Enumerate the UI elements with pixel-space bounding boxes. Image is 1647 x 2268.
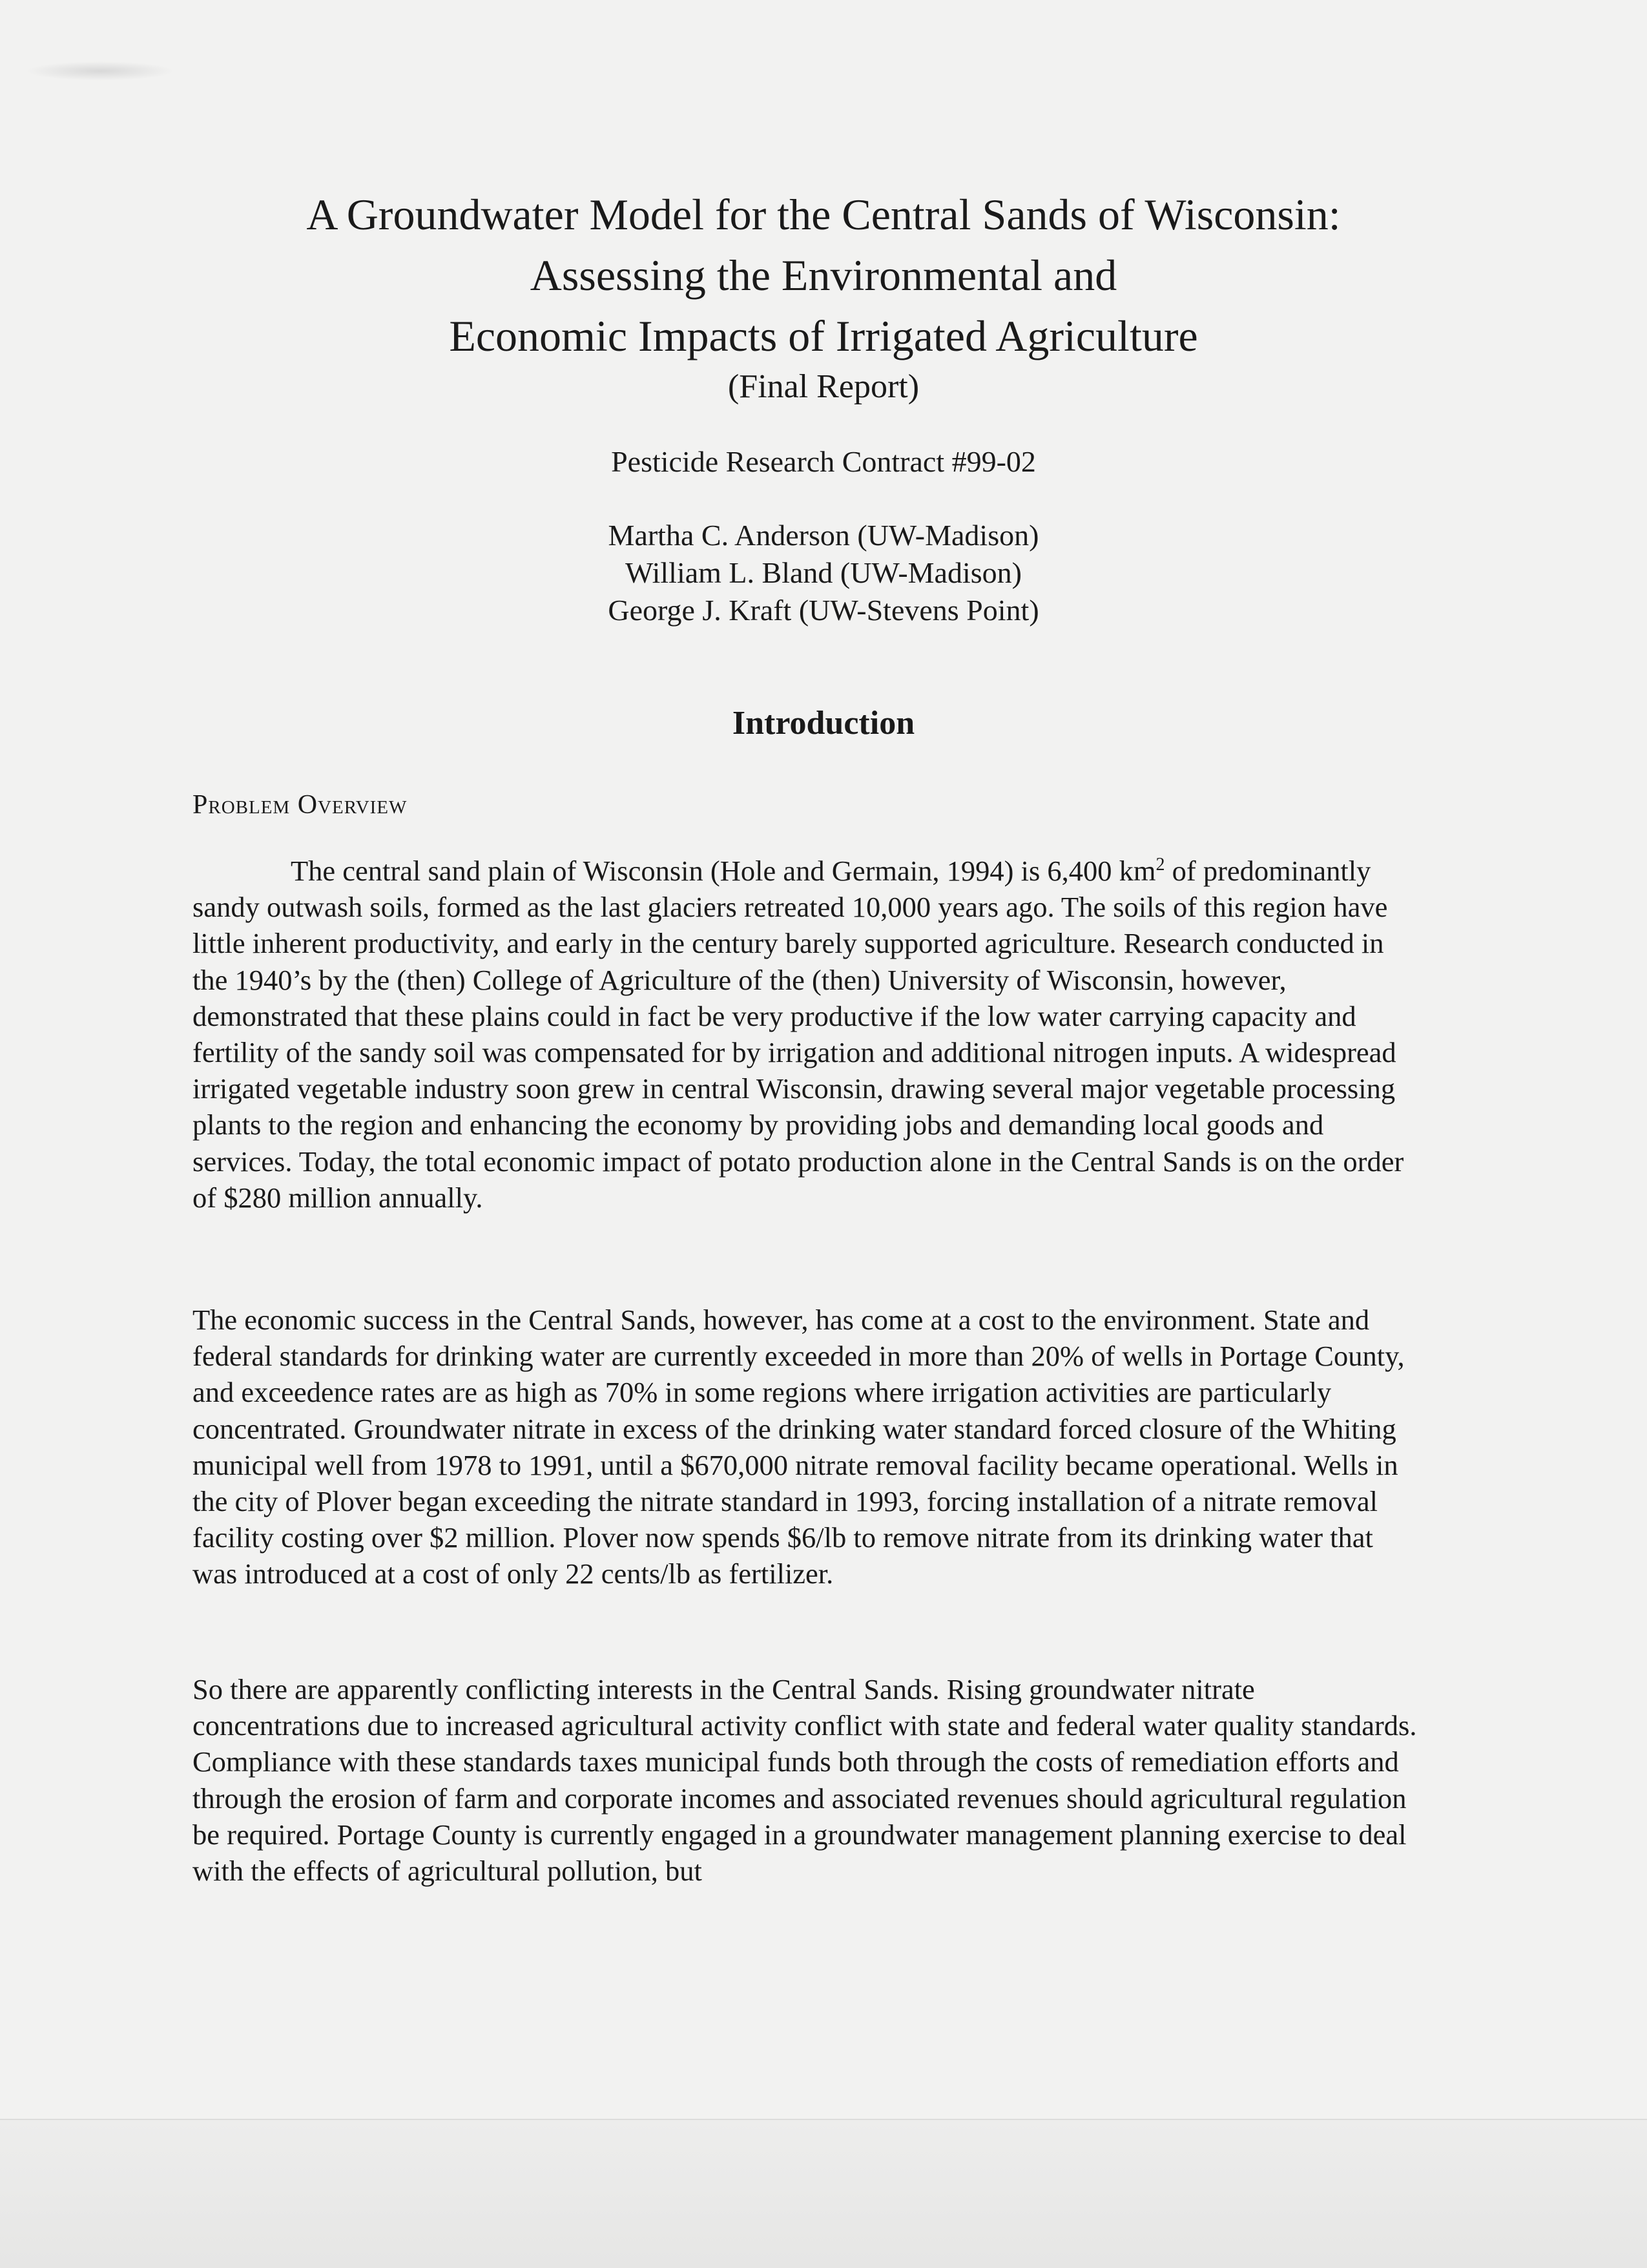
paragraph-1-rest: of predominantly sandy outwash soils, formed as the last glaciers retreated 10,000 years ago. The soils of this region have little inherent productivity, and early in the century barely supported agriculture. Research conducted in the 1940’s by the (then) College of Agriculture of the (then) University of Wisconsin, however, demonstrated that these plains could in fact be very productive if the low water carrying capacity and fertility of the sandy soil was compensated for by irrigation and additional nitrogen inputs. A widespread irrigated vegetable industry soon grew in central Wisconsin, drawing several major vegetable processing plants to the region and enhancing the economy by providing jobs and demanding local goods and services. Today, the total economic impact of potato production alone in the Central Sands is on the order of $280 million annually.	[192, 855, 1404, 1214]
author-3: George J. Kraft (UW-Stevens Point)	[608, 594, 1039, 627]
author-1: Martha C. Anderson (UW-Madison)	[608, 519, 1039, 552]
author-2: William L. Bland (UW-Madison)	[625, 556, 1022, 589]
paragraph-1	[192, 853, 1423, 1216]
scan-smudge	[26, 61, 174, 81]
title-line-3: Economic Impacts of Irrigated Agriculture	[449, 311, 1198, 360]
scan-bottom-edge	[0, 2119, 1647, 2268]
paragraph-3: So there are apparently conflicting interests in the Central Sands. Rising groundwater nitrate concentrations due to increased agricultural activity conflict with state and federal water quality standards. Compliance with these standards taxes municipal funds both through the costs of remediation efforts and through the erosion of farm and corporate incomes and associated revenues should agricultural regulation be required. Portage County is currently engaged in a groundwater management planning exercise to deal with the effects of agricultural pollution, but	[192, 1673, 1417, 1888]
author-list	[0, 517, 1647, 629]
contract-number: Pesticide Research Contract #99-02	[611, 445, 1036, 478]
report-subtitle: (Final Report)	[727, 368, 920, 405]
paragraph-2: The economic success in the Central Sands, however, has come at a cost to the environment. State and federal standards for drinking water are currently exceeded in more than 20% of wells in Portage County, and exceedence rates are as high as 70% in some regions where irrigation activities are particularly concentrated. Groundwater nitrate in excess of the drinking water standard forced closure of the Whiting municipal well from 1978 to 1991, until a $670,000 nitrate removal facility became operational. Wells in the city of Plover began exceeding the nitrate standard in 1993, forcing installation of a nitrate removal facility costing over $2 million. Plover now spends $6/lb to remove nitrate from its drinking water that was introduced at a cost of only 22 cents/lb as fertilizer.	[192, 1304, 1405, 1590]
title-line-1: A Groundwater Model for the Central Sands of Wisconsin:	[306, 190, 1341, 239]
subsection-label: Problem Overview	[192, 790, 408, 820]
section-heading: Introduction	[732, 705, 915, 742]
title-block	[0, 184, 1647, 408]
paragraph-1-start: The central sand plain of Wisconsin (Hole and Germain, 1994) is 6,400 km	[291, 855, 1156, 887]
title-line-2: Assessing the Environmental and	[530, 251, 1117, 300]
superscript: 2	[1155, 855, 1165, 875]
